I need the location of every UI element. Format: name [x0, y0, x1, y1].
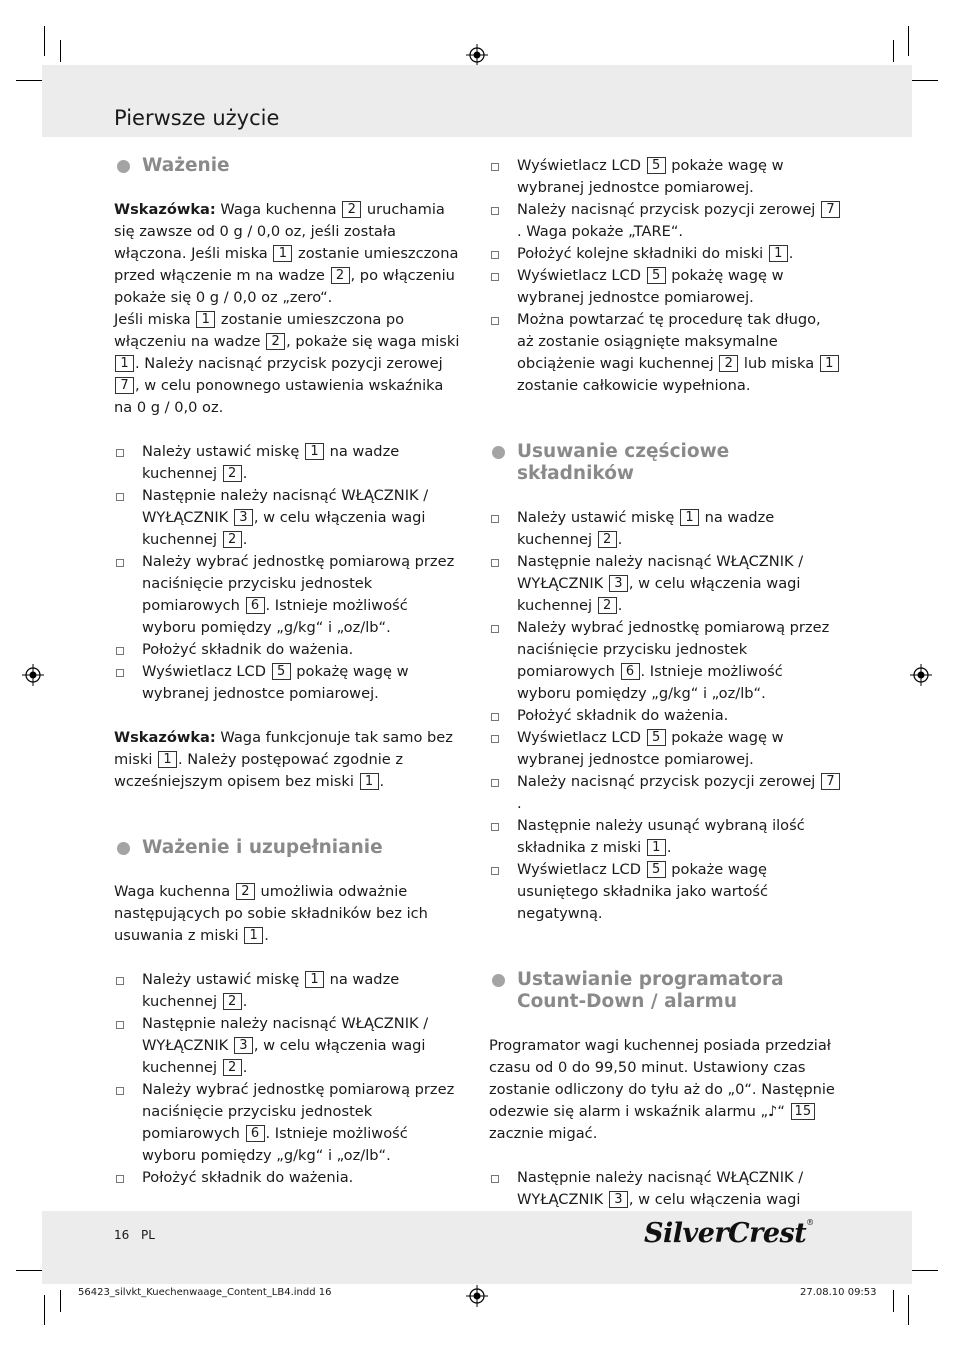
list-item: Wyświetlacz LCD 5 pokaże wagę w wybranej jednostce pomiarowej. [489, 727, 841, 771]
registration-mark-icon [466, 44, 488, 66]
crop-mark [60, 40, 61, 62]
crop-mark [908, 1270, 938, 1271]
part-number-box: 1 [273, 245, 292, 262]
part-number-box: 1 [647, 839, 666, 856]
registered-mark: ® [806, 1218, 814, 1227]
intro-paragraph: Waga kuchenna 2 umożliwia odważnie następujących po sobie składników bez ich usuwania z miski 1 . [114, 883, 428, 944]
tip-paragraph: Wskazówka: Waga funkcjonuje tak samo bez miski 1 . Należy postępować zgodnie z wcześniejszym opisem bez miski 1 . [114, 729, 453, 790]
step-list [489, 155, 841, 397]
part-number-box: 7 [115, 377, 134, 394]
page-language: PL [141, 1228, 155, 1242]
part-number-box: 2 [331, 267, 350, 284]
list-item: Należy ustawić miskę 1 na wadze kuchennej 2 . [489, 507, 841, 551]
list-item: Położyć kolejne składniki do miski 1 . [489, 243, 841, 265]
part-number-box: 5 [647, 729, 666, 746]
part-number-box: 6 [621, 663, 640, 680]
print-slug-date: 27.08.10 09:53 [800, 1287, 877, 1298]
part-number-box: 7 [821, 773, 840, 790]
part-number-box: 1 [305, 443, 324, 460]
part-number-box: 3 [609, 575, 628, 592]
part-number-box: 6 [246, 1125, 265, 1142]
heading-line: Ustawianie programatora [517, 969, 784, 990]
part-number-box: 7 [821, 201, 840, 218]
heading-line: Count-Down / alarmu [517, 991, 737, 1012]
step-list [489, 507, 841, 925]
part-number-box: 2 [223, 531, 242, 548]
list-item: Wyświetlacz LCD 5 pokażę wagę w wybranej jednostce pomiarowej. [114, 661, 466, 705]
list-item: Należy wybrać jednostkę pomiarową przez naciśnięcie przycisku jednostek pomiarowych 6 . Istnieje możliwość wyboru pomiędzy „g/kg“ i „oz/lb“. [489, 617, 841, 705]
registration-mark-icon [22, 664, 44, 686]
part-number-box: 5 [272, 663, 291, 680]
heading-line: składników [517, 463, 635, 484]
list-item: Następnie należy nacisnąć WŁĄCZNIK / WYŁĄCZNIK 3 , w celu włączenia wagi kuchennej 2 . [489, 551, 841, 617]
list-item: Należy ustawić miskę 1 na wadze kuchennej 2 . [114, 969, 466, 1013]
crop-mark [908, 26, 909, 56]
section-heading-weighing: Ważenie [114, 155, 466, 177]
brand-name: SilverCrest [644, 1218, 807, 1249]
crop-mark [908, 80, 938, 81]
list-item: Następnie należy nacisnąć WŁĄCZNIK / WYŁĄCZNIK 3 , w celu włączenia wagi kuchennej 2 . [114, 1013, 466, 1079]
part-number-box: 1 [244, 927, 263, 944]
registration-mark-icon [910, 664, 932, 686]
list-item: Należy nacisnąć przycisk pozycji zerowej 7. Waga pokaże „TARE“. [489, 199, 841, 243]
list-item: Wyświetlacz LCD 5 pokażę wagę w wybranej jednostce pomiarowej. [489, 265, 841, 309]
part-number-box: 2 [223, 993, 242, 1010]
tip-label: Wskazówka: [114, 729, 216, 746]
step-list [114, 969, 466, 1189]
part-number-box: 6 [246, 597, 265, 614]
right-column [489, 155, 841, 1233]
part-number-box: 1 [196, 311, 215, 328]
part-number-box: 3 [609, 1191, 628, 1208]
tip-paragraph: Wskazówka: Waga kuchenna 2 uruchamia się zawsze od 0 g / 0,0 oz, jeśli została włączona. Jeśli miska 1 zostanie umieszczona przed włączenie m na wadze 2 , po włączeniu pokaże się 0 g / 0,0 oz „zero“. [114, 201, 459, 306]
part-number-box: 3 [234, 509, 253, 526]
section-heading-timer [489, 969, 841, 1013]
list-item: Należy nacisnąć przycisk pozycji zerowej 7. [489, 771, 841, 815]
list-item: Wyświetlacz LCD 5 pokaże wagę w wybranej jednostce pomiarowej. [489, 155, 841, 199]
part-number-box: 5 [647, 861, 666, 878]
part-number-box: 3 [234, 1037, 253, 1054]
part-number-box: 2 [342, 201, 361, 218]
list-item: Położyć składnik do ważenia. [489, 705, 841, 727]
part-number-box: 2 [236, 883, 255, 900]
list-item: Następnie należy nacisnąć WŁĄCZNIK / WYŁĄCZNIK 3 , w celu włączenia wagi kuchennej 2 . [114, 485, 466, 551]
part-number-box: 2 [223, 1059, 242, 1076]
crop-mark [44, 1295, 45, 1325]
tip-label: Wskazówka: [114, 201, 216, 218]
part-number-box: 5 [647, 157, 666, 174]
brand-logo [644, 1218, 814, 1249]
tip-paragraph: Jeśli miska 1 zostanie umieszczona po włączeniu na wadze 2 , pokaże się waga miski 1 . Należy nacisnąć przycisk pozycji zerowej 7 , w celu ponownego ustawienia wskaźnika na 0 g / 0,0 oz. [114, 311, 460, 416]
list-item: Należy wybrać jednostkę pomiarową przez naciśnięcie przycisku jednostek pomiarowych 6 . Istnieje możliwość wyboru pomiędzy „g/kg“ i „oz/lb“. [114, 1079, 466, 1167]
crop-mark [893, 1290, 894, 1312]
section-heading-adding: Ważenie i uzupełnianie [114, 837, 466, 859]
part-number-box: 2 [719, 355, 738, 372]
crop-mark [60, 1290, 61, 1312]
list-item: Następnie należy nacisnąć WŁĄCZNIK / WYŁĄCZNIK 3 , w celu włączenia wagi [489, 1167, 841, 1233]
list-item: Położyć składnik do ważenia. [114, 1167, 466, 1189]
crop-mark [908, 1295, 909, 1325]
part-number-box: 5 [647, 267, 666, 284]
page-number: 16 [114, 1228, 130, 1242]
list-item: Wyświetlacz LCD 5 pokaże wagę usuniętego składnika jako wartość negatywną. [489, 859, 841, 925]
part-number-box: 1 [820, 355, 839, 372]
crop-mark [893, 40, 894, 62]
intro-paragraph: Programator wagi kuchennej posiada przedział czasu od 0 do 99,50 minut. Ustawiony czas zostanie odliczony do tyłu aż do „0“. Następnie odezwie się alarm i wskaźnik alarmu „♪“ 15 zacznie migać. [489, 1037, 835, 1142]
list-item: Można powtarzać tę procedurę tak długo, aż zostanie osiągnięte maksymalne obciążenie wagi kuchennej 2 lub miska 1 zostanie całkowicie wypełniona. [489, 309, 841, 397]
part-number-box: 1 [305, 971, 324, 988]
list-item: Należy ustawić miskę 1 na wadze kuchennej 2 . [114, 441, 466, 485]
heading-line: Usuwanie częściowe [517, 441, 730, 462]
list-item: Położyć składnik do ważenia. [114, 639, 466, 661]
list-item: Należy wybrać jednostkę pomiarową przez naciśnięcie przycisku jednostek pomiarowych 6 . Istnieje możliwość wyboru pomiędzy „g/kg“ i „oz/lb“. [114, 551, 466, 639]
part-number-box: 2 [598, 597, 617, 614]
part-number-box: 1 [360, 773, 379, 790]
step-list [114, 441, 466, 705]
crop-mark [44, 26, 45, 56]
part-number-box: 1 [769, 245, 788, 262]
part-number-box: 2 [598, 531, 617, 548]
registration-mark-icon [466, 1285, 488, 1307]
page-title: Pierwsze użycie [114, 106, 280, 130]
part-number-box: 2 [266, 333, 285, 350]
section-heading-partial-removal [489, 441, 841, 485]
part-number-box: 15 [791, 1103, 816, 1120]
part-number-box: 1 [115, 355, 134, 372]
print-slug-file: 56423_silvkt_Kuechenwaage_Content_LB4.indd 16 [78, 1287, 332, 1298]
part-number-box: 2 [223, 465, 242, 482]
list-item: Następnie należy usunąć wybraną ilość składnika z miski 1 . [489, 815, 841, 859]
part-number-box: 1 [680, 509, 699, 526]
part-number-box: 1 [158, 751, 177, 768]
left-column [114, 155, 466, 1189]
